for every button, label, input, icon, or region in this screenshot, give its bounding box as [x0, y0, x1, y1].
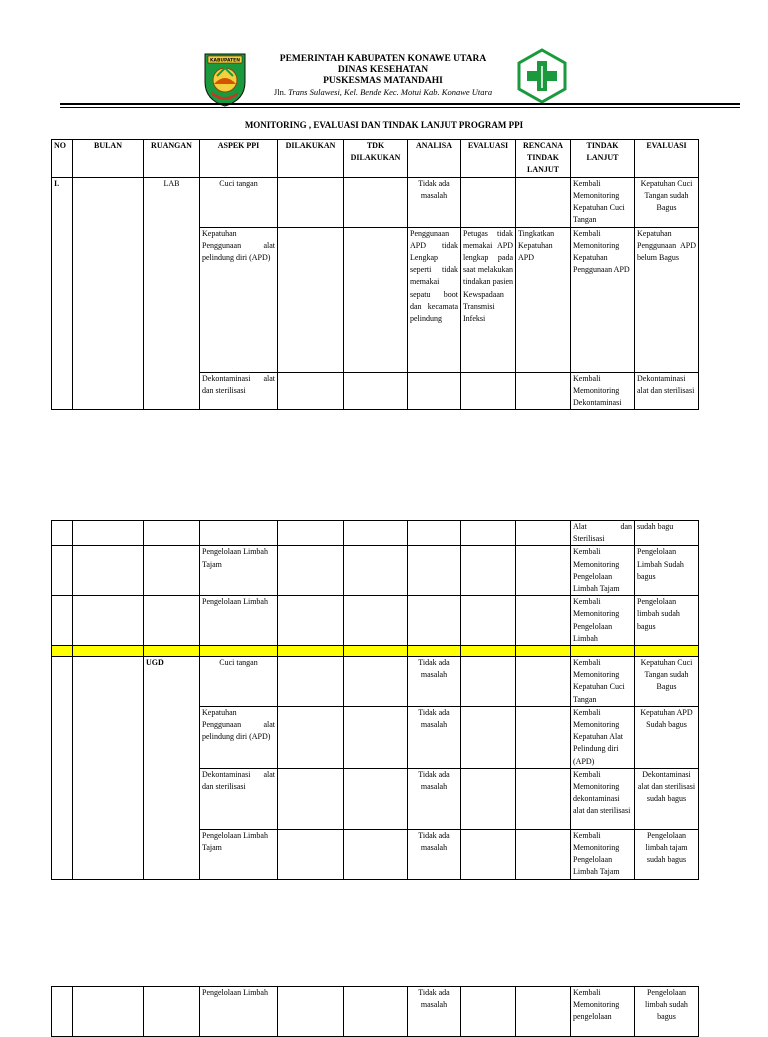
table-row	[52, 546, 699, 596]
empty-cell	[200, 646, 278, 657]
monitoring-table-page2	[51, 520, 699, 880]
table-cell: Pengelolaan Limbah	[200, 596, 278, 646]
empty-cell	[52, 657, 73, 880]
col-header-analisa: ANALISA	[408, 140, 461, 178]
table-row	[52, 657, 699, 707]
empty-cell	[73, 546, 144, 596]
empty-cell	[278, 596, 344, 646]
empty-cell	[278, 987, 344, 1037]
empty-cell	[278, 829, 344, 879]
monitoring-table-page1	[51, 139, 699, 410]
table-cell: Kepatuhan Penggunaan alat pelindung diri (APD)	[200, 706, 278, 768]
table-header-row	[52, 140, 699, 178]
empty-cell	[344, 768, 408, 829]
empty-cell	[461, 596, 516, 646]
empty-cell	[278, 768, 344, 829]
table-cell: Pengelolaan limbah sudah bagus	[635, 987, 699, 1037]
table-cell: Tidak ada masalah	[408, 706, 461, 768]
col-header-aspek: ASPEK PPI	[200, 140, 278, 178]
empty-cell	[516, 521, 571, 546]
office-name: DINAS KESEHATAN	[337, 65, 429, 75]
table-cell: Kembali Memonitoring pengelolaan	[571, 987, 635, 1037]
table-cell	[408, 372, 461, 410]
col-header-rencana: RENCANA TINDAK LANJUT	[516, 140, 571, 178]
col-header-no: NO	[52, 140, 73, 178]
table-cell	[461, 177, 516, 227]
empty-cell	[144, 987, 200, 1037]
col-header-bulan: BULAN	[73, 140, 144, 178]
header-text	[250, 54, 516, 98]
table-cell: Cuci tangan	[200, 177, 278, 227]
table-cell: Tidak ada masalah	[408, 768, 461, 829]
clinic-name: PUSKESMAS MATANDAHI	[323, 76, 443, 86]
government-name: PEMERINTAH KABUPATEN KONAWE UTARA	[279, 54, 487, 64]
empty-cell	[278, 372, 344, 410]
table-cell: Kepatuhan Cuci Tangan sudah Bagus	[635, 177, 699, 227]
empty-cell	[344, 646, 408, 657]
empty-cell	[461, 657, 516, 707]
table-cell: Kembali Memonitoring Kepatuhan Cuci Tangan	[571, 657, 635, 707]
empty-cell	[344, 596, 408, 646]
table-cell: Kembali Memonitoring Pengelolaan Limbah Tajam	[571, 546, 635, 596]
col-header-tindak: TINDAK LANJUT	[571, 140, 635, 178]
empty-cell	[278, 657, 344, 707]
table-cell: Tingkatkan Kepatuhan APD	[516, 227, 571, 372]
empty-cell	[73, 987, 144, 1037]
svg-text:KABUPATEN: KABUPATEN	[210, 58, 240, 64]
table-cell: Dekontaminasi alat dan sterilisasi	[635, 372, 699, 410]
empty-cell	[461, 521, 516, 546]
empty-cell	[461, 768, 516, 829]
col-header-tdk-dilakukan: TDK DILAKUKAN	[344, 140, 408, 178]
table-cell: Tidak ada masalah	[408, 987, 461, 1037]
empty-cell	[461, 987, 516, 1037]
table-cell: Kembali Memonitoring Pengelolaan Limbah	[571, 596, 635, 646]
empty-cell	[278, 706, 344, 768]
empty-cell	[635, 646, 699, 657]
table-row	[52, 521, 699, 546]
empty-cell	[73, 646, 144, 657]
room-name: UGD	[144, 657, 200, 880]
table-cell: Tidak ada masalah	[408, 829, 461, 879]
empty-cell	[516, 706, 571, 768]
header-rule-thin	[60, 107, 740, 108]
table-cell: sudah bagu	[635, 521, 699, 546]
empty-cell	[344, 177, 408, 227]
table-cell: Penggunaan APD tidak Lengkap seperti tidak memakai sepatu boot dan kecamata pelindung	[408, 227, 461, 372]
col-header-evaluasi: EVALUASI	[461, 140, 516, 178]
table-row	[52, 596, 699, 646]
empty-cell	[344, 546, 408, 596]
empty-cell	[571, 646, 635, 657]
table-cell	[200, 521, 278, 546]
room-name: LAB	[144, 177, 200, 410]
table-cell: Pengelolaan Limbah Tajam	[200, 546, 278, 596]
empty-cell	[73, 657, 144, 880]
table-cell: Kembali Memonitoring dekontaminasi alat dan sterilisasi	[571, 768, 635, 829]
monitoring-table-page3	[51, 986, 699, 1037]
empty-cell	[144, 521, 200, 546]
empty-cell	[516, 987, 571, 1037]
empty-cell	[344, 987, 408, 1037]
empty-cell	[516, 768, 571, 829]
empty-cell	[52, 521, 73, 546]
letterhead	[0, 0, 768, 110]
empty-cell	[516, 829, 571, 879]
table-cell: Dekontaminasi alat dan sterilisasi	[200, 768, 278, 829]
empty-cell	[344, 829, 408, 879]
table-cell	[408, 546, 461, 596]
table-cell: Kepatuhan Cuci Tangan sudah Bagus	[635, 657, 699, 707]
highlight-separator-row	[52, 646, 699, 657]
table-row	[52, 987, 699, 1037]
empty-cell	[144, 646, 200, 657]
empty-cell	[461, 706, 516, 768]
empty-cell	[52, 987, 73, 1037]
empty-cell	[516, 546, 571, 596]
empty-cell	[516, 596, 571, 646]
table-cell: Pengelolaan Limbah Sudah bagus	[635, 546, 699, 596]
empty-cell	[408, 646, 461, 657]
table-cell: Kembali Memonitoring Kepatuhan Penggunaan APD	[571, 227, 635, 372]
table-cell: Cuci tangan	[200, 657, 278, 707]
col-header-dilakukan: DILAKUKAN	[278, 140, 344, 178]
col-header-evaluasi2: EVALUASI	[635, 140, 699, 178]
empty-cell	[73, 521, 144, 546]
table-cell: Pengelolaan Limbah	[200, 987, 278, 1037]
empty-cell	[144, 596, 200, 646]
regency-emblem-icon	[200, 48, 250, 108]
empty-cell	[52, 596, 73, 646]
empty-cell	[278, 546, 344, 596]
empty-cell	[461, 546, 516, 596]
empty-cell	[516, 646, 571, 657]
empty-cell	[344, 227, 408, 372]
empty-cell	[73, 596, 144, 646]
empty-cell	[278, 227, 344, 372]
table-cell	[408, 596, 461, 646]
empty-cell	[278, 646, 344, 657]
table-cell: Pengelolaan limbah sudah bagus	[635, 596, 699, 646]
table-cell: Kembali Memonitoring Kepatuhan Cuci Tangan	[571, 177, 635, 227]
table-cell: Kepatuhan Penggunaan alat pelindung diri (APD)	[200, 227, 278, 372]
table-cell: Kembali Memonitoring Pengelolaan Limbah Tajam	[571, 829, 635, 879]
empty-cell	[73, 177, 144, 410]
empty-cell	[461, 646, 516, 657]
table-cell: Pengelolaan limbah tajam sudah bagus	[635, 829, 699, 879]
puskesmas-logo-icon	[516, 48, 568, 104]
empty-cell	[278, 521, 344, 546]
table-cell	[516, 177, 571, 227]
empty-cell	[144, 546, 200, 596]
address: Jln. Trans Sulawesi, Kel. Bende Kec. Motui Kab. Konawe Utara	[273, 87, 493, 97]
table-cell: Alat dan Sterilisasi	[571, 521, 635, 546]
row-number: I.	[52, 177, 73, 410]
table-cell: Dekontaminasi alat dan sterilisasi	[200, 372, 278, 410]
col-header-ruangan: RUANGAN	[144, 140, 200, 178]
table-cell	[516, 372, 571, 410]
table-cell	[408, 521, 461, 546]
empty-cell	[52, 646, 73, 657]
table-cell: Pengelolaan Limbah Tajam	[200, 829, 278, 879]
table-cell: Kepatuhan Penggunaan APD belum Bagus	[635, 227, 699, 372]
header-rule-thick	[60, 103, 740, 105]
table-cell: Tidak ada masalah	[408, 177, 461, 227]
empty-cell	[461, 829, 516, 879]
empty-cell	[344, 521, 408, 546]
table-row	[52, 177, 699, 227]
table-cell: Dekontaminasi alat dan sterilisasi sudah bagus	[635, 768, 699, 829]
table-cell: Petugas tidak memakai APD lengkap pada saat melakukan tindakan pasien Kewspadaan Transmisi Infeksi	[461, 227, 516, 372]
empty-cell	[52, 546, 73, 596]
empty-cell	[516, 657, 571, 707]
table-cell: Kembali Memonitoring Kepatuhan Alat Pelindung diri (APD)	[571, 706, 635, 768]
empty-cell	[344, 706, 408, 768]
document-title: MONITORING , EVALUASI DAN TINDAK LANJUT PROGRAM PPI	[244, 120, 524, 130]
table-cell: Kepatuhan APD Sudah bagus	[635, 706, 699, 768]
table-cell	[461, 372, 516, 410]
table-cell: Tidak ada masalah	[408, 657, 461, 707]
empty-cell	[344, 657, 408, 707]
empty-cell	[278, 177, 344, 227]
table-cell: Kembali Memonitoring Dekontaminasi	[571, 372, 635, 410]
empty-cell	[344, 372, 408, 410]
